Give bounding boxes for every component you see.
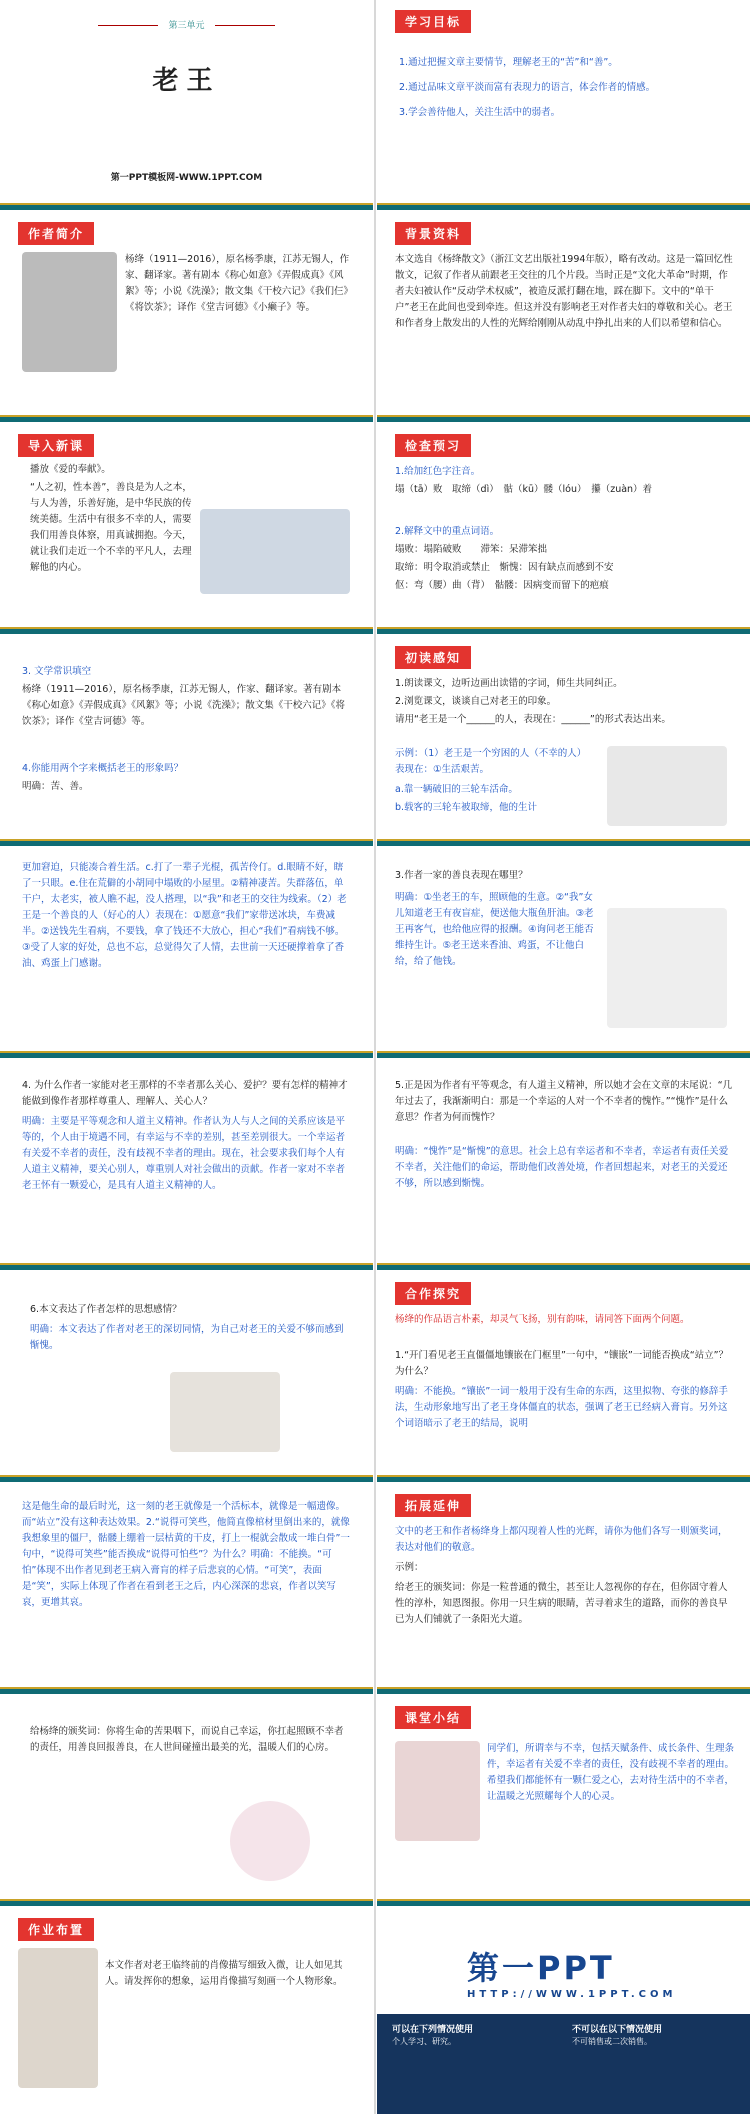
slide-cooperate <box>377 1272 750 1482</box>
column-divider <box>374 0 376 2114</box>
lit-l2: 杨绛（1911—2016），原名杨季康，江苏无锡人，作家、翻译家。著有剧本《称心如意》《弄假成真》《风絮》等；小说《洗澡》；散文集《干校六记》《将饮茶》；译作《堂吉诃德》等。 <box>22 684 346 727</box>
slide-analysis-5 <box>0 1272 373 1482</box>
answer-4: 明确：主要是平等观念和人道主义精神。作者认为人与人之间的关系应该是平等的，个人由于境遇不同，有幸运与不幸的差别，甚至差别很大。一个幸运者有关爱不幸者的责任，没有歧视不幸者的理由。现在，社会要求我们每个人有人道主义精神，要关心别人，尊重别人对社会做出的贡献。作者一家对不幸者老王怀有一颗爱心，是具有人道主义精神的人。 <box>22 1116 346 1191</box>
answer-6: 明确：本文表达了作者对老王的深切同情，为自己对老王的关爱不够而感到惭愧。 <box>30 1324 344 1351</box>
answer-3: 明确：①坐老王的车，照顾他的生意。②“我”女儿知道老王有夜盲症，便送他大瓶鱼肝油。③老王再客气，也给他应得的报酬。④询问老王能否维持生计。⑤老王送来香油、鸡蛋，不让他白给，给了他钱。 <box>395 892 594 967</box>
license-footer <box>377 2014 750 2114</box>
coop-l2: 1.“开门看见老王直僵僵地镶嵌在门框里”一句中，“镶嵌”一词能否换成“站立”？为什么？ <box>395 1350 729 1377</box>
analysis-6-text: 这是他生命的最后时光，这一刻的老王就像是一个活标本，就像是一幅遗像。而“站立”没有这种表达效果。2.“说得可笑些，他简直像棺材里倒出来的，就像我想象里的僵尸，骷髅上绷着一层枯黄的干皮，打上一棍就会散成一堆白骨”一句中，“说得可笑些”能否换成“说得可怕些”？为什么？明确：不能换。“可怕”体现不出作者见到老王病入膏肓的样子后悲哀的心情。“可笑”，表面是“笑”，实际上体现了作者在看到老王之后，内心深深的悲哀，作者以笑写哀，更增其哀。 <box>22 1501 350 1608</box>
read-l2: 2.浏览课文，谈谈自己对老王的印象。 <box>395 696 557 707</box>
read-l1: 1.朗读课文，边听边画出读错的字词，师生共同纠正。 <box>395 678 623 689</box>
intro-text: “人之初，性本善”，善良是为人之本，与人为善，乐善好施，是中华民族的传统美德。生活中有很多不幸的人，需要我们用善良体察，用真诚拥抱。今天，就让我们走近一个不幸的平凡人，去理解他的内心。 <box>30 482 192 573</box>
lit-l4: 明确：苦、善。 <box>22 781 89 792</box>
slide-extension <box>377 1484 750 1694</box>
slide-first-reading <box>377 636 750 846</box>
ext-l2: 示例： <box>395 1562 424 1573</box>
question-3: 3.作者一家的善良表现在哪里？ <box>395 870 528 881</box>
forbidden-note: 不可销售或二次销售。 <box>572 2037 652 2046</box>
section-tag: 课堂小结 <box>395 1706 471 1729</box>
old-man-sketch <box>607 908 727 1028</box>
slide-author <box>0 212 373 422</box>
section-tag: 拓展延伸 <box>395 1494 471 1517</box>
slide-intro <box>0 424 373 634</box>
ext-l3: 给老王的颁奖词：你是一粒普通的微尘，甚至让人忽视你的存在，但你固守着人性的淳朴，知恩图报。你用一只生病的眼睛，苦寻着求生的道路，而你的善良早已为人们铺就了一条阳光大道。 <box>395 1582 728 1625</box>
read-l3: 请用“老王是一个______的人，表现在：______”的形式表达出来。 <box>395 714 671 725</box>
author-text: 杨绛（1911—2016），原名杨季康，江苏无锡人，作家、翻译家。著有剧本《称心如意》《弄假成真》《风絮》等；小说《洗澡》；散文集《干校六记》《我们仨》《将饮茶》；译作《堂吉诃德》《小癞子》等。 <box>125 254 354 313</box>
goal-1: 1.通过把握文章主要情节，理解老王的“苦”和“善”。 <box>399 57 618 68</box>
summary-image <box>395 1741 480 1841</box>
section-tag: 初读感知 <box>395 646 471 669</box>
book-image <box>170 1372 280 1452</box>
slide-literature <box>0 636 373 846</box>
slide-analysis-6 <box>0 1484 373 1694</box>
brand-logo <box>467 1943 676 2000</box>
question-4: 4. 为什么作者一家能对老王那样的不幸者那么关心、爱护？要有怎样的精神才能做到像作者那样尊重人、理解人、关心人？ <box>22 1080 348 1107</box>
unit-label: 第三单元 <box>0 18 373 31</box>
slide-homework <box>0 1908 373 2114</box>
slide-analysis-1 <box>0 848 373 1058</box>
preview-l3: 2.解释文中的重点词语。 <box>395 526 500 537</box>
logo-text: 第一PPT <box>467 1949 615 1987</box>
allowed-heading: 可以在下列情况使用 <box>392 2025 474 2035</box>
section-tag: 作业布置 <box>18 1918 94 1941</box>
slide-goals <box>377 0 750 210</box>
slide-analysis-2 <box>377 848 750 1058</box>
old-man-image <box>18 1948 98 2088</box>
preview-l1: 1.给加红色字注音。 <box>395 466 481 477</box>
preview-l6: 伛：弯（腰）曲（背） 骷髅：因病变而留下的疤痕 <box>395 580 609 591</box>
read-l5: a.靠一辆破旧的三轮车活命。 <box>395 784 518 795</box>
slide-summary <box>377 1696 750 1906</box>
page-title: 老王 <box>152 66 221 96</box>
preview-l4: 塌败：塌陷破败 滞笨：呆滞笨拙 <box>395 544 548 555</box>
section-tag: 学习目标 <box>395 10 471 33</box>
lit-l3: 4.你能用两个字来概括老王的形象吗？ <box>22 763 184 774</box>
section-tag: 背景资料 <box>395 222 471 245</box>
slide-cover <box>0 0 373 210</box>
tricycle-image <box>607 746 727 826</box>
intro-image <box>200 509 350 594</box>
allowed-note: 个人学习、研究。 <box>392 2037 456 2046</box>
coop-l3: 明确：不能换。“镶嵌”一词一般用于没有生命的东西，这里拟物、夸张的修辞手法，生动形象地写出了老王身体僵直的状态，强调了老王已经病入膏肓。另外这个词语暗示了老王的结局，说明 <box>395 1386 728 1429</box>
slide-award <box>0 1696 373 1906</box>
preview-l2: 塌（tā）败 取缔（dì） 骷（kū）髅（lóu） 攥（zuàn）着 <box>395 484 653 495</box>
section-tag: 作者简介 <box>18 222 94 245</box>
read-l6: b.载客的三轮车被取缔，他的生计 <box>395 802 538 813</box>
intro-line: 播放《爱的奉献》。 <box>30 464 111 475</box>
flower-image <box>230 1801 310 1881</box>
slide-background <box>377 212 750 422</box>
forbidden-heading: 不可以在以下情况使用 <box>572 2025 663 2035</box>
author-photo <box>22 252 117 372</box>
goal-2: 2.通过品味文章平淡而富有表现力的语言，体会作者的情感。 <box>399 82 656 93</box>
answer-5: 明确：“愧怍”是“惭愧”的意思。社会上总有幸运者和不幸者，幸运者有责任关爱不幸者，关注他们的命运，帮助他们改善处境，作者回想起来，对老王的关爱还不够，所以感到惭愧。 <box>395 1146 729 1189</box>
section-tag: 检查预习 <box>395 434 471 457</box>
slide-end <box>377 1908 750 2114</box>
read-l4: 示例：（1）老王是一个穷困的人（不幸的人）表现在：①生活艰苦。 <box>395 748 587 775</box>
slide-preview <box>377 424 750 634</box>
goal-3: 3.学会善待他人，关注生活中的弱者。 <box>399 107 561 118</box>
award-text: 给杨绛的颁奖词：你将生命的苦果咽下，而说自己幸运，你扛起照顾不幸者的责任，用善良回报善良，在人世间碰撞出最美的光，温暖人们的心房。 <box>30 1726 344 1753</box>
question-6: 6.本文表达了作者怎样的思想感情？ <box>30 1304 182 1315</box>
homework-text: 本文作者对老王临终前的肖像描写细致入微，让人如见其人。请发挥你的想象，运用肖像描写刻画一个人物形象。 <box>105 1960 343 1987</box>
section-tag: 导入新课 <box>18 434 94 457</box>
question-5: 5.正是因为作者有平等观念，有人道主义精神，所以她才会在文章的末尾说：“几年过去了，我渐渐明白：那是一个幸运的人对一个不幸者的愧怍。”“愧怍”是什么意思？作者为何而愧怍？ <box>395 1080 732 1123</box>
slide-analysis-4 <box>377 1060 750 1270</box>
ext-l1: 文中的老王和作者杨绛身上都闪现着人性的光辉，请你为他们各写一则颁奖词，表达对他们的敬意。 <box>395 1526 728 1553</box>
preview-l5: 取缔：明令取消或禁止 惭愧：因有缺点而感到不安 <box>395 562 614 573</box>
subtitle: 第一PPT模板网-WWW.1PPT.COM <box>110 173 263 183</box>
coop-l1: 杨绛的作品语言朴素，却灵气飞扬，别有韵味，请同答下面两个问题。 <box>395 1314 690 1325</box>
lit-l1: 3. 文学常识填空 <box>22 666 92 677</box>
logo-url: HTTP://WWW.1PPT.COM <box>467 1989 677 2000</box>
slide-analysis-3 <box>0 1060 373 1270</box>
background-text: 本文选自《杨绛散文》（浙江文艺出版社1994年版），略有改动。这是一篇回忆性散文，记叙了作者从前跟老王交往的几个片段。当时正是“文化大革命”时期，作者夫妇被认作“反动学术权威”，被造反派打翻在地，踩在脚下。文中的“单干户”老王在此间也受到牵连。但这并没有影响老王对作者夫妇的尊敬和关心。老王和作者身上散发出的人性的光辉给刚刚从动乱中挣扎出来的人们以希望和信心。 <box>395 254 733 329</box>
summary-text: 同学们，所谓幸与不幸，包括天赋条件、成长条件、生理条件，幸运者有关爱不幸者的责任，没有歧视不幸者的理由。希望我们都能怀有一颗仁爱之心，去对待生活中的不幸者，让温暖之光照耀每个人的心灵。 <box>487 1743 735 1802</box>
analysis-text: 更加窘迫，只能凑合着生活。c.打了一辈子光棍，孤苦伶仃。d.眼睛不好，瞎了一只眼。e.住在荒僻的小胡同中塌败的小屋里。②精神凄苦。失群落伍，单干户，太老实，被人瞧不起，没人搭理，以“我”和老王的交往为线索。（2）老王是一个善良的人（好心的人）表现在：①愿意“我们”家带送冰块，车费减半。②送钱先生看病，不要钱，拿了钱还不大放心，担心“我们”看病钱不够。③受了人家的好处，总也不忘，总觉得欠了人情，去世前一天还硬撑着拿了香油、鸡蛋上门感谢。 <box>22 862 347 969</box>
section-tag: 合作探究 <box>395 1282 471 1305</box>
